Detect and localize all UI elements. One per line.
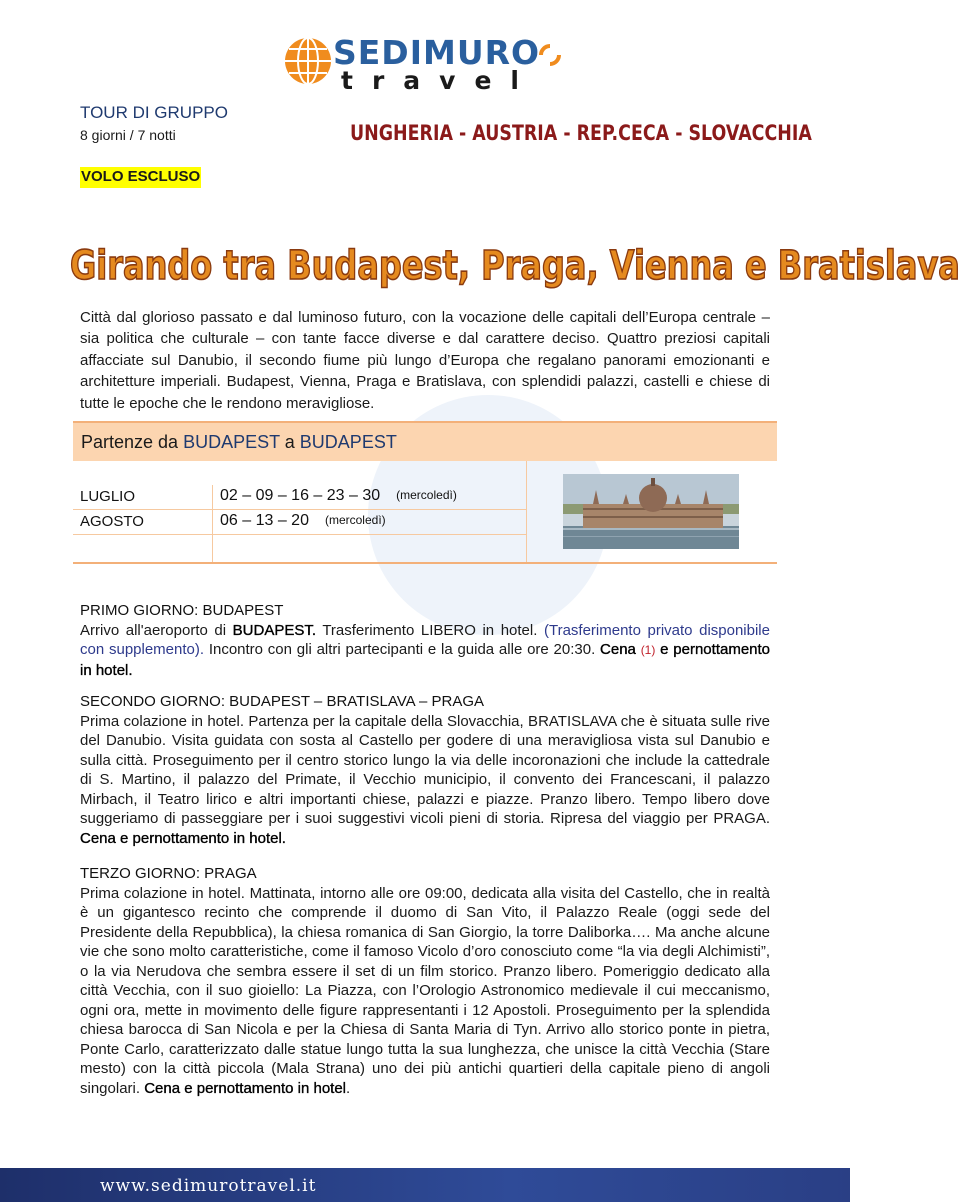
day-text: Trasferimento LIBERO in hotel. <box>316 621 544 639</box>
month-cell: AGOSTO <box>80 513 144 530</box>
website-link[interactable]: www.sedimurotravel.it <box>100 1176 317 1196</box>
day-text: Prima colazione in hotel. Mattinata, intorno alle ore 09:00, dedicata alla visita del Castello, che in realtà è un gigantesco recinto che comprende il duomo di San Vito, il Palazzo Reale (oggi sede del Presidente della Repubblica), la chiesa romanica di San Giorgio, la torre Daliborka…. Ma anche alcune vie che sono molto caratteristiche, come il famoso Vicolo d’oro conosciuto come “la via degli Alchimisti”, o la via Nerudova che sembra essere il set di un film storico. Pranzo libero. Pomeriggio dedicato alla città Vecchia, con il suo gioiello: La Piazza, con l’Orologio Astronomico medievale il cui meccanismo, ogni ora, mette in movimento delle figure rappresentanti i 12 Apostoli. Proseguimento per la splendida chiesa barocca di San Nicola e per la Chiesa di Santa Maria di Tyn. Arrivo allo storico ponte in pietra, Ponte Carlo, caratterizzato dalle statue lungo tutta la sua lunghezza, che unisce la città Vecchia (Stare mesto) con la città piccola (Mala Strana) uno dei più antichi quartieri della capitale pieno di angoli singolari. <box>80 884 770 1097</box>
day-text: . <box>346 1079 351 1097</box>
departures-prefix: Partenze da <box>81 432 184 452</box>
page-title: Girando tra Budapest, Praga, Vienna e Bratislava <box>70 243 960 289</box>
day-text-bold: Cena e pernottamento in hotel. <box>80 829 286 847</box>
logo-subtitle: travel <box>341 66 538 95</box>
footnote-ref: (1) <box>640 643 656 657</box>
column-divider <box>212 485 213 562</box>
globe-icon <box>283 36 333 86</box>
departures-label <box>81 432 397 453</box>
departures-table <box>73 461 777 564</box>
departures-middle: a <box>279 432 300 452</box>
day-description <box>80 884 770 1099</box>
weekday-note: (mercoledì) <box>324 513 386 527</box>
footer <box>0 1168 850 1202</box>
departures-header <box>73 421 777 461</box>
parliament-photo <box>563 474 739 549</box>
tour-duration: 8 giorni / 7 notti <box>80 127 176 143</box>
weekday-note: (mercoledì) <box>396 488 457 502</box>
transfer-note: (Trasferimento privato disponibile con supplemento). <box>80 621 770 658</box>
dates-text: 02 – 09 – 16 – 23 – 30 <box>220 487 381 504</box>
tour-type: TOUR DI GRUPPO <box>80 103 228 122</box>
day-text-bold: Cena <box>600 641 636 658</box>
day-text: Prima colazione in hotel. Partenza per la capitale della Slovacchia, BRATISLAVA che è situata sulle rive del Danubio. Visita guidata con sosta al Castello per godere di una meravigliosa vista sul Danubio e sulla città. Proseguimento per il centro storico lungo la via delle incoronazioni che include la cattedrale di S. Martino, il palazzo del Primate, il Vecchio municipio, il convento dei Francescani, il palazzo Mirbach, il Teatro lirico e altri importanti chiese, palazzi e piazze. Pranzo libero. Tempo libero dove suggeriamo di passeggiare per i suoi suggestivi vicoli pieni di storia. Ripresa del viaggio per PRAGA. <box>80 712 770 827</box>
day-1 <box>80 601 770 680</box>
dates-text: 06 – 13 – 20 <box>220 512 309 529</box>
flight-note: VOLO ESCLUSO <box>80 167 201 188</box>
day-title: TERZO GIORNO: PRAGA <box>80 865 257 882</box>
day-text-bold: Cena e pernottamento in hotel <box>144 1079 347 1097</box>
day-text-bold: BUDAPEST. <box>232 621 317 639</box>
table-row <box>73 510 526 535</box>
day-title: SECONDO GIORNO: BUDAPEST – BRATISLAVA – PRAGA <box>80 693 484 710</box>
day-description <box>80 712 770 849</box>
day-text: Incontro con gli altri partecipanti e la guida alle ore 20:30. <box>204 641 601 658</box>
departure-city-to: BUDAPEST <box>299 432 397 452</box>
day-3 <box>80 864 770 1098</box>
countries-heading: UNGHERIA - AUSTRIA - REP.CECA - SLOVACCHIA <box>350 121 812 145</box>
intro-paragraph: Città dal glorioso passato e dal luminoso futuro, con la vocazione delle capitali dell’Europa centrale – sia politica che culturale – con tante facce diverse e dal carattere deciso. Quattro preziosi capitali affacciate sul Danubio, il secondo fiume più lungo d’Europa che regalano panorami emozionanti e architetture imperiali. Budapest, Vienna, Praga e Bratislava, con splendidi palazzi, castelli e chiese di tutte le epoche che le rendono meravigliose. <box>80 309 770 412</box>
day-2 <box>80 692 770 848</box>
logo-brand: SEDIMURO <box>333 33 541 72</box>
dates-cell <box>220 487 457 505</box>
table-row <box>73 485 526 510</box>
dates-cell <box>220 512 386 530</box>
departure-city-from: BUDAPEST <box>183 432 280 452</box>
swirl-icon <box>535 40 565 70</box>
day-text: Arrivo all'aeroporto di <box>80 621 233 639</box>
day-title: PRIMO GIORNO: BUDAPEST <box>80 602 284 619</box>
column-divider <box>526 461 527 562</box>
month-cell: LUGLIO <box>80 488 136 505</box>
day-text-bold: e pernottamento in hotel. <box>80 641 771 679</box>
logo <box>283 33 583 96</box>
day-description <box>80 621 770 681</box>
